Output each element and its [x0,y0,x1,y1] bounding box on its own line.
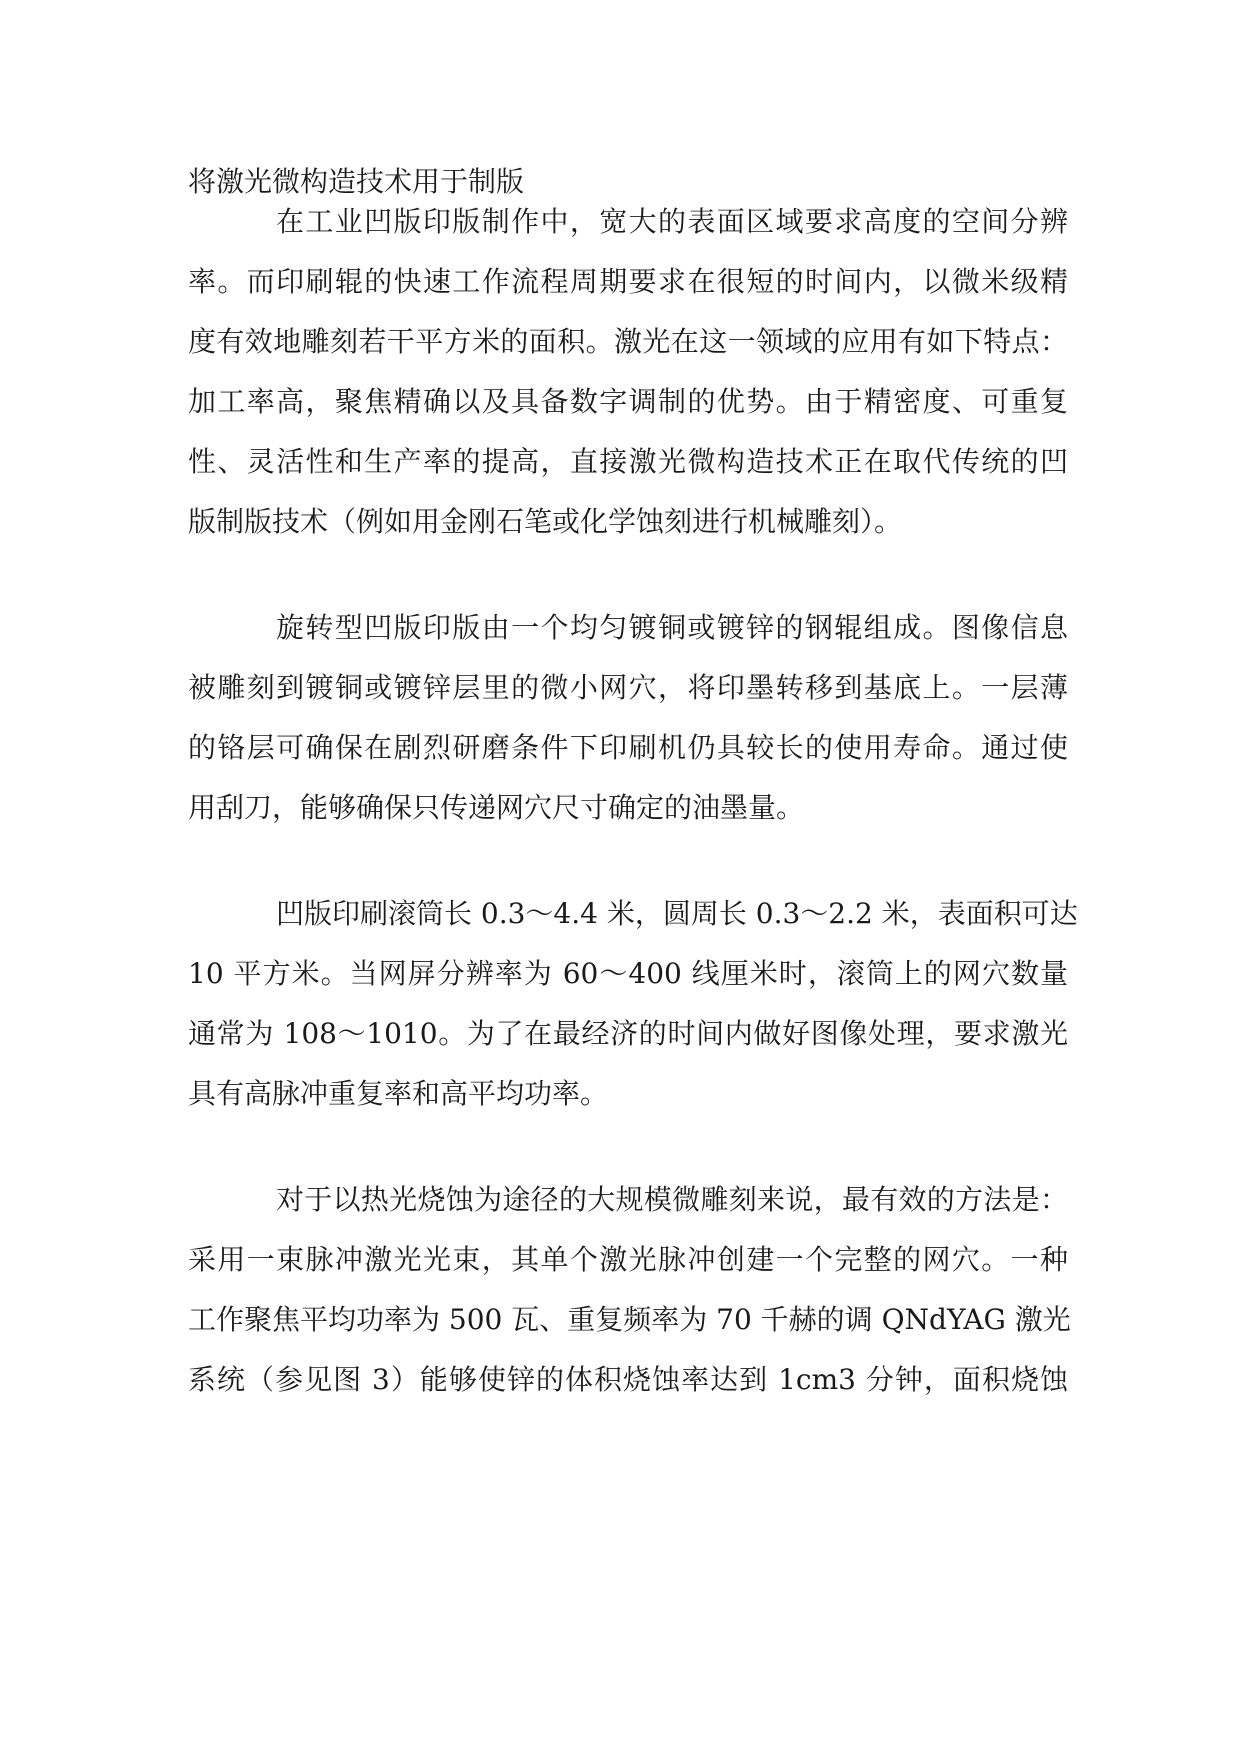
paragraph-4-line-1: 对于以热光烧蚀为途径的大规模微雕刻来说，最有效的方法是： [276,1183,1068,1216]
paragraph-2-line-1: 旋转型凹版印版由一个均匀镀铜或镀锌的钢辊组成。图像信息 [276,611,1068,644]
paragraph-4-line-4: 系统（参见图 3）能够使锌的体积烧蚀率达到 1cm3 分钟，面积烧蚀 [188,1363,1068,1396]
paragraph-1-line-6: 版制版技术（例如用金刚石笔或化学蚀刻进行机械雕刻）。 [188,505,903,538]
paragraph-3-line-1: 凹版印刷滚筒长 0.3～4.4 米，圆周长 0.3～2.2 米，表面积可达 [276,897,1078,930]
paragraph-2-line-4: 用刮刀，能够确保只传递网穴尺寸确定的油墨量。 [188,791,805,824]
paragraph-3-line-2: 10 平方米。当网屏分辨率为 60～400 线厘米时，滚筒上的网穴数量 [188,957,1068,990]
paragraph-1-line-4: 加工率高，聚焦精确以及具备数字调制的优势。由于精密度、可重复 [188,385,1068,418]
paragraph-3-line-4: 具有高脉冲重复率和高平均功率。 [188,1077,609,1110]
paragraph-3-line-3: 通常为 108～1010。为了在最经济的时间内做好图像处理，要求激光 [188,1017,1068,1050]
paragraph-4-line-2: 采用一束脉冲激光光束，其单个激光脉冲创建一个完整的网穴。一种 [188,1243,1068,1276]
paragraph-1-line-2: 率。而印刷辊的快速工作流程周期要求在很短的时间内，以微米级精 [188,265,1068,298]
paragraph-1-line-5: 性、灵活性和生产率的提高，直接激光微构造技术正在取代传统的凹 [188,445,1068,478]
paragraph-2-line-2: 被雕刻到镀铜或镀锌层里的微小网穴，将印墨转移到基底上。一层薄 [188,671,1068,704]
paragraph-1-line-3: 度有效地雕刻若干平方米的面积。激光在这一领域的应用有如下特点： [188,325,1068,358]
paragraph-2-line-3: 的铬层可确保在剧烈研磨条件下印刷机仍具较长的使用寿命。通过使 [188,731,1068,764]
document-title: 将激光微构造技术用于制版 [188,165,525,198]
paragraph-1-line-1: 在工业凹版印版制作中，宽大的表面区域要求高度的空间分辨 [276,205,1068,238]
paragraph-4-line-3: 工作聚焦平均功率为 500 瓦、重复频率为 70 千赫的调 QNdYAG 激光 [188,1303,1071,1336]
